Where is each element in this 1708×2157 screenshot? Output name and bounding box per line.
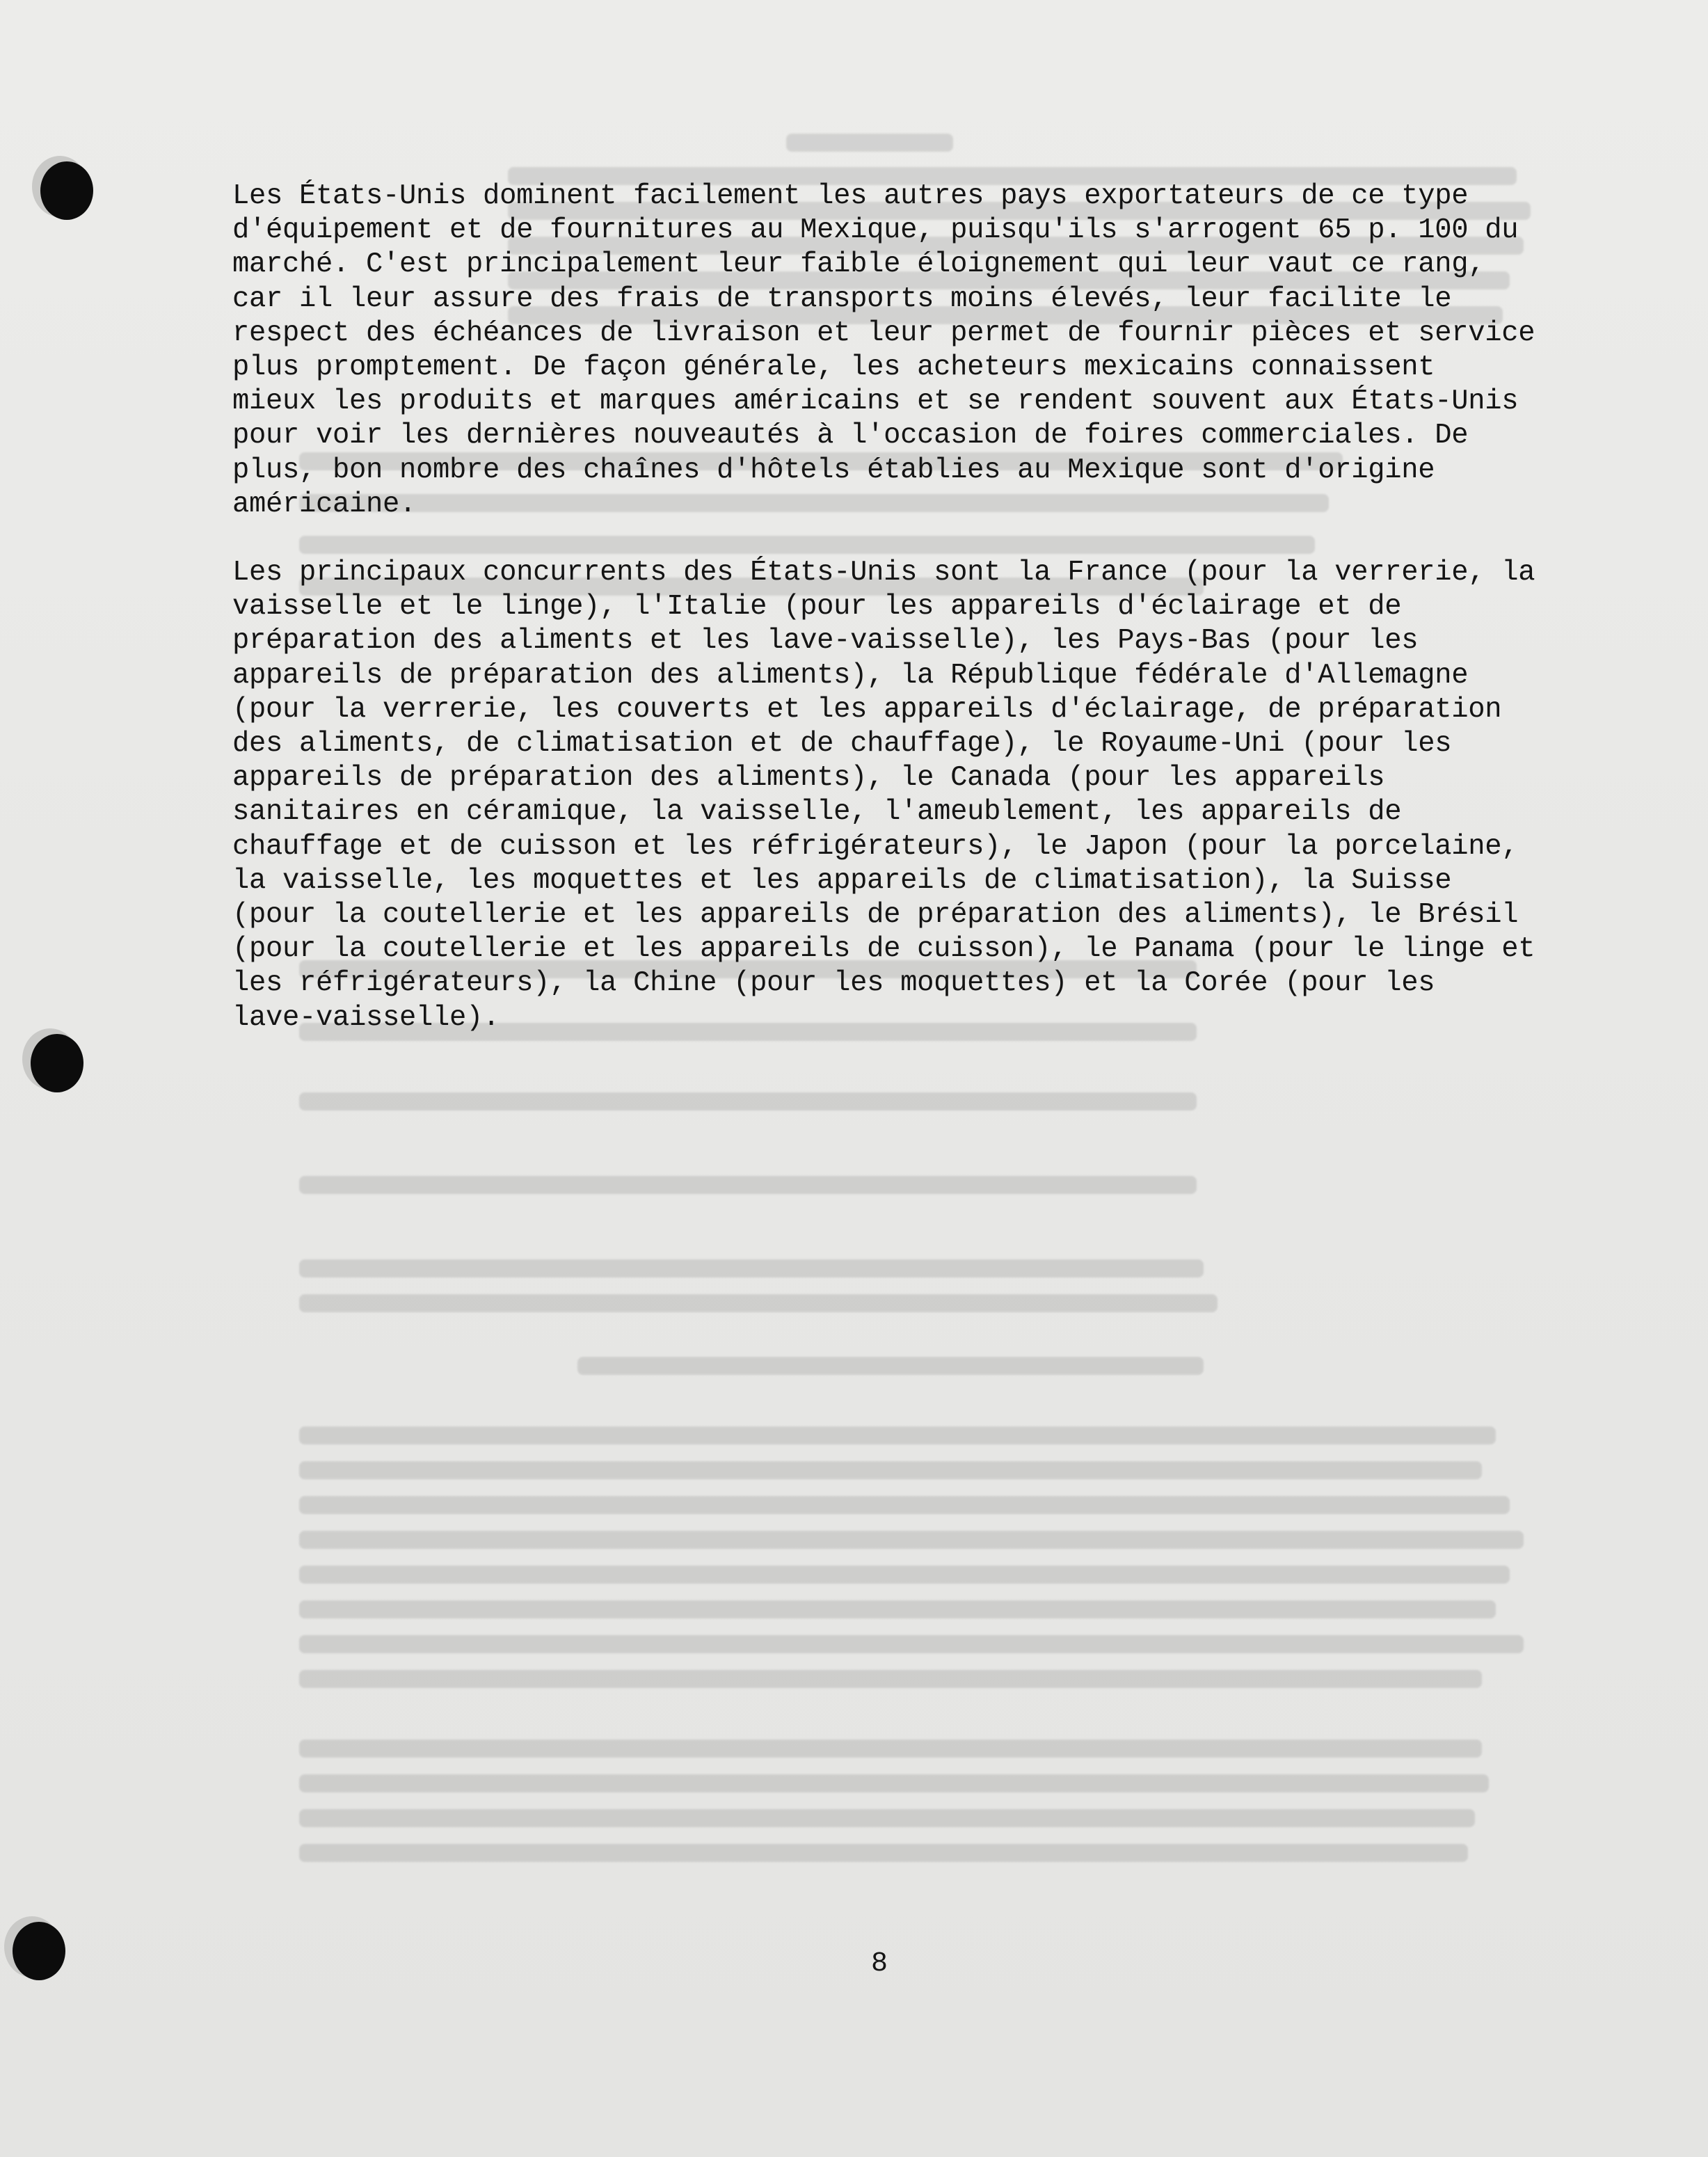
punch-hole-top	[40, 161, 93, 220]
paragraph-us-dominance: Les États-Unis dominent facilement les autres pays exportateurs de ce type d'équipement et de fournitures au Mexique, puisqu'ils s'arrogent 65 p. 100 du marché. C'est principalement leur faible éloignement qui leur vaut ce rang, car il leur assure des frais de transports moins élevés, leur facilite le respect des échéances de livraison et leur permet de fournir pièces et service plus promptement. De façon générale, les acheteurs mexicains connaissent mieux les produits et marques américains et se rendent souvent aux États-Unis pour voir les dernières nouveautés à l'occasion de foires commerciales. De plus, bon nombre des chaînes d'hôtels établies au Mexique sont d'origine américaine.	[232, 180, 1535, 520]
page-number: 8	[871, 1948, 888, 1980]
punch-hole-bottom	[13, 1922, 65, 1980]
paragraph-main-competitors: Les principaux concurrents des États-Unis sont la France (pour la verrerie, la vaisselle et le linge), l'Italie (pour les appareils d'éclairage et de préparation des aliments et les lave-vaisselle), les Pays-Bas (pour les appareils de préparation des aliments), la République fédérale d'Allemagne (pour la verrerie, les couverts et les appareils d'éclairage, de préparation des aliments, de climatisation et de chauffage), le Royaume-Uni (pour les appareils de préparation des aliments), le Canada (pour les appareils sanitaires en céramique, la vaisselle, l'ameublement, les appareils de chauffage et de cuisson et les réfrigérateurs), le Japon (pour la porcelaine, la vaisselle, les moquettes et les appareils de climatisation), la Suisse (pour la coutellerie et les appareils de préparation des aliments), le Brésil (pour la coutellerie et les appareils de cuisson), le Panama (pour le linge et les réfrigérateurs), la Chine (pour les moquettes) et la Corée (pour les lave-vaisselle).	[232, 557, 1535, 1034]
body-text	[232, 180, 1575, 1035]
punch-hole-middle	[31, 1034, 83, 1092]
